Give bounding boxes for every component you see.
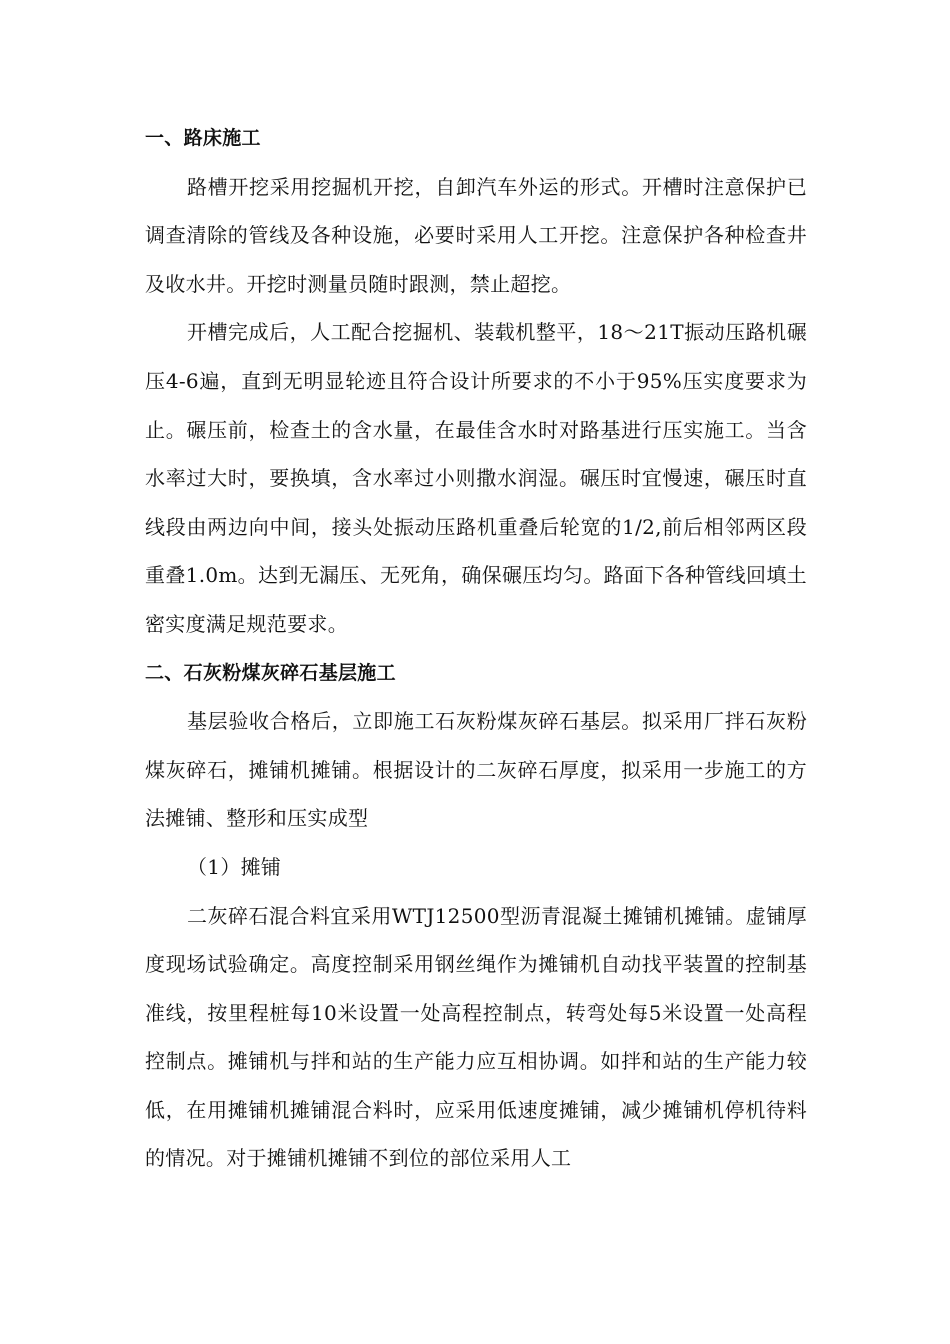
paragraph-paving: 二灰碎石混合料宜采用WTJ12500型沥青混凝土摊铺机摊铺。虚铺厚度现场试验确定。高度控制采用钢丝绳作为摊铺机自动找平装置的控制基准线，按里程桩每10米设置一处高程控制点，转弯处每5米设置一处高程控制点。摊铺机与拌和站的生产能力应互相协调。如拌和站的生产能力较低，在用摊铺机摊铺混合料时，应采用低速度摊铺，减少摊铺机停机待料的情况。对于摊铺机摊铺不到位的部位采用人工 xyxy=(145,903,807,1171)
paragraph-compaction: 开槽完成后，人工配合挖掘机、装载机整平，18～21T振动压路机碾压4-6遍，直到无明显轮迹且符合设计所要求的不小于95%压实度要求为止。碾压前，检查土的含水量，在最佳含水时对路基进行压实施工。当含水率过大时，要换填，含水率过小则撒水润湿。碾压时宜慢速，碾压时直线段由两边向中间，接头处振动压路机重叠后轮宽的1/2,前后相邻两区段重叠1.0m。达到无漏压、无死角，确保碾压均匀。路面下各种管线回填土密实度满足规范要求。 xyxy=(145,320,807,636)
document-body xyxy=(145,114,807,1183)
section-heading-base-course: 二、石灰粉煤灰碎石基层施工 xyxy=(145,661,396,684)
paragraph-trench-excavation: 路槽开挖采用挖掘机开挖，自卸汽车外运的形式。开槽时注意保护已调查清除的管线及各种设施，必要时采用人工开挖。注意保护各种检查井及收水井。开挖时测量员随时跟测，禁止超挖。 xyxy=(145,174,807,296)
paragraph-base-course-intro: 基层验收合格后，立即施工石灰粉煤灰碎石基层。拟采用厂拌石灰粉煤灰碎石，摊铺机摊铺。根据设计的二灰碎石厚度，拟采用一步施工的方法摊铺、整形和压实成型 xyxy=(145,709,807,831)
section-heading-roadbed: 一、路床施工 xyxy=(145,127,261,149)
subitem-label-paving: （1）摊铺 xyxy=(187,854,282,879)
